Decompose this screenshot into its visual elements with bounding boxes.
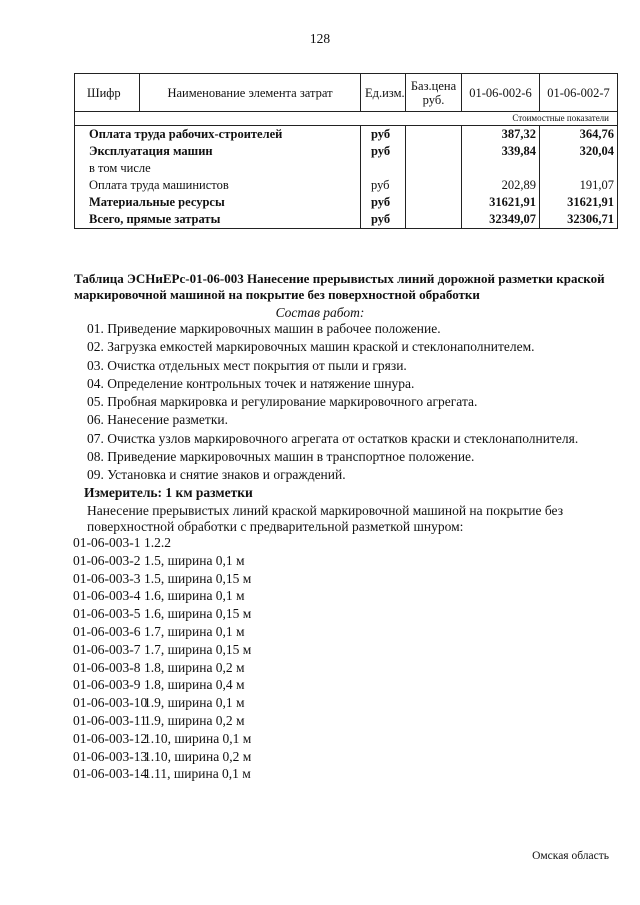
list-item: 02. Загрузка емкостей маркировочных машин краской и стеклонаполнителем. bbox=[87, 339, 535, 355]
table-row bbox=[75, 160, 618, 177]
list-item bbox=[73, 676, 251, 694]
item-code: 01-06-003-12 bbox=[73, 730, 148, 746]
header-code: Шифр bbox=[75, 74, 140, 112]
row-unit: руб bbox=[361, 194, 406, 211]
item-text: 1.2.2 bbox=[144, 535, 171, 550]
item-code: 01-06-003-3 bbox=[73, 570, 141, 586]
cost-table bbox=[74, 73, 618, 229]
list-item bbox=[73, 534, 251, 552]
row-value-2: 31621,91 bbox=[540, 194, 618, 211]
row-value-1: 31621,91 bbox=[462, 194, 540, 211]
item-code: 01-06-003-7 bbox=[73, 641, 141, 657]
row-unit: руб bbox=[361, 211, 406, 229]
item-code: 01-06-003-2 bbox=[73, 552, 141, 568]
page-number: 128 bbox=[309, 31, 331, 46]
header-col2: 01-06-002-7 bbox=[540, 74, 618, 112]
row-name: Оплата труда машинистов bbox=[75, 177, 361, 194]
item-code: 01-06-003-13 bbox=[73, 748, 148, 764]
description-line: Нанесение прерывистых линий краской маркировочной машиной на покрытие без bbox=[87, 503, 564, 518]
works-list bbox=[87, 320, 578, 485]
subheader-label: Стоимостные показатели bbox=[75, 112, 618, 126]
item-text: 1.6, ширина 0,1 м bbox=[144, 588, 245, 604]
list-item bbox=[73, 552, 251, 570]
row-value-2: 191,07 bbox=[540, 177, 618, 194]
item-code: 01-06-003-10 bbox=[73, 695, 148, 711]
row-name: Всего, прямые затраты bbox=[75, 211, 361, 229]
list-item bbox=[73, 712, 251, 730]
table-row bbox=[75, 126, 618, 144]
item-text: 1.9, ширина 0,2 м bbox=[144, 712, 245, 728]
item-code: 01-06-003-6 bbox=[73, 623, 141, 639]
list-item bbox=[73, 587, 251, 605]
item-code: 01-06-003-11 bbox=[73, 712, 147, 728]
list-item: 08. Приведение маркировочных машин в транспортное положение. bbox=[87, 449, 475, 465]
item-code: 01-06-003-9 bbox=[73, 677, 141, 693]
item-text: 1.6, ширина 0,15 м bbox=[144, 606, 252, 622]
list-item: 04. Определение контрольных точек и натяжение шнура. bbox=[87, 375, 415, 391]
row-value-2 bbox=[540, 160, 618, 177]
list-item bbox=[73, 641, 251, 659]
item-code: 01-06-003-8 bbox=[73, 659, 141, 675]
table-row bbox=[75, 194, 618, 211]
item-code: 01-06-003-14 bbox=[73, 766, 148, 782]
row-name: в том числе bbox=[75, 160, 361, 177]
header-col1: 01-06-002-6 bbox=[462, 74, 540, 112]
row-value-1 bbox=[462, 160, 540, 177]
row-value-1: 32349,07 bbox=[462, 211, 540, 229]
list-item: 07. Очистка узлов маркировочного агрегата от остатков краски и стеклонаполнителя. bbox=[87, 430, 579, 446]
list-item bbox=[73, 623, 251, 641]
list-item bbox=[73, 748, 251, 766]
row-name: Эксплуатация машин bbox=[75, 143, 361, 160]
row-value-2: 364,76 bbox=[540, 126, 618, 144]
list-item bbox=[73, 570, 251, 588]
item-text: 1.8, ширина 0,2 м bbox=[144, 659, 245, 675]
list-item: 06. Нанесение разметки. bbox=[87, 412, 228, 428]
row-value-1: 339,84 bbox=[462, 143, 540, 160]
table-row bbox=[75, 211, 618, 229]
list-item: 01. Приведение маркировочных машин в рабочее положение. bbox=[87, 321, 441, 336]
item-code: 01-06-003-4 bbox=[73, 588, 141, 604]
item-text: 1.10, ширина 0,1 м bbox=[144, 730, 252, 746]
header-name: Наименование элемента затрат bbox=[140, 74, 361, 112]
list-item bbox=[73, 765, 251, 783]
meter-label: Измеритель: 1 км разметки bbox=[84, 485, 253, 500]
list-item: 03. Очистка отдельных мест покрытия от пыли и грязи. bbox=[87, 357, 407, 373]
item-text: 1.9, ширина 0,1 м bbox=[144, 695, 245, 711]
row-unit: руб bbox=[361, 143, 406, 160]
section-heading: Таблица ЭСНиЕРс-01-06-003 Нанесение прерывистых линий дорожной разметки краской маркировочной машиной на покрытие без поверхностной обработки bbox=[74, 271, 605, 302]
header-unit: Ед.изм. bbox=[361, 74, 406, 112]
table-row bbox=[75, 177, 618, 194]
row-base-price bbox=[406, 194, 462, 211]
row-base-price bbox=[406, 211, 462, 229]
item-text: 1.8, ширина 0,4 м bbox=[144, 677, 245, 693]
list-item: 05. Пробная маркировка и регулирование маркировочного агрегата. bbox=[87, 394, 478, 410]
item-text: 1.5, ширина 0,1 м bbox=[144, 552, 245, 568]
list-item bbox=[73, 730, 251, 748]
row-unit bbox=[361, 160, 406, 177]
description-line: поверхностной обработки с предварительной разметкой шнуром: bbox=[87, 519, 464, 534]
header-base-price: Баз.цена руб. bbox=[406, 74, 462, 112]
item-text: 1.7, ширина 0,15 м bbox=[144, 641, 252, 657]
row-name: Материальные ресурсы bbox=[75, 194, 361, 211]
item-text: 1.11, ширина 0,1 м bbox=[144, 766, 251, 782]
description bbox=[87, 503, 563, 535]
table-subheader-row bbox=[75, 112, 618, 126]
row-base-price bbox=[406, 177, 462, 194]
list-item bbox=[73, 694, 251, 712]
row-unit: руб bbox=[361, 126, 406, 144]
item-code: 01-06-003-5 bbox=[73, 606, 141, 622]
works-title: Состав работ: bbox=[275, 305, 365, 320]
row-unit: руб bbox=[361, 177, 406, 194]
list-item bbox=[73, 659, 251, 677]
row-base-price bbox=[406, 143, 462, 160]
list-item bbox=[73, 605, 251, 623]
row-value-1: 202,89 bbox=[462, 177, 540, 194]
item-text: 1.10, ширина 0,2 м bbox=[144, 748, 252, 764]
list-item: 09. Установка и снятие знаков и ограждений. bbox=[87, 467, 346, 483]
row-value-1: 387,32 bbox=[462, 126, 540, 144]
item-text: 1.5, ширина 0,15 м bbox=[144, 570, 252, 586]
row-base-price bbox=[406, 160, 462, 177]
item-text: 1.7, ширина 0,1 м bbox=[144, 623, 245, 639]
table-row bbox=[75, 143, 618, 160]
row-name: Оплата труда рабочих-строителей bbox=[75, 126, 361, 144]
row-value-2: 32306,71 bbox=[540, 211, 618, 229]
row-base-price bbox=[406, 126, 462, 144]
row-value-2: 320,04 bbox=[540, 143, 618, 160]
table-header-row bbox=[75, 74, 618, 112]
codes-list bbox=[73, 534, 251, 783]
footer-region: Омская область bbox=[532, 850, 609, 862]
item-code: 01-06-003-1 bbox=[73, 535, 141, 550]
